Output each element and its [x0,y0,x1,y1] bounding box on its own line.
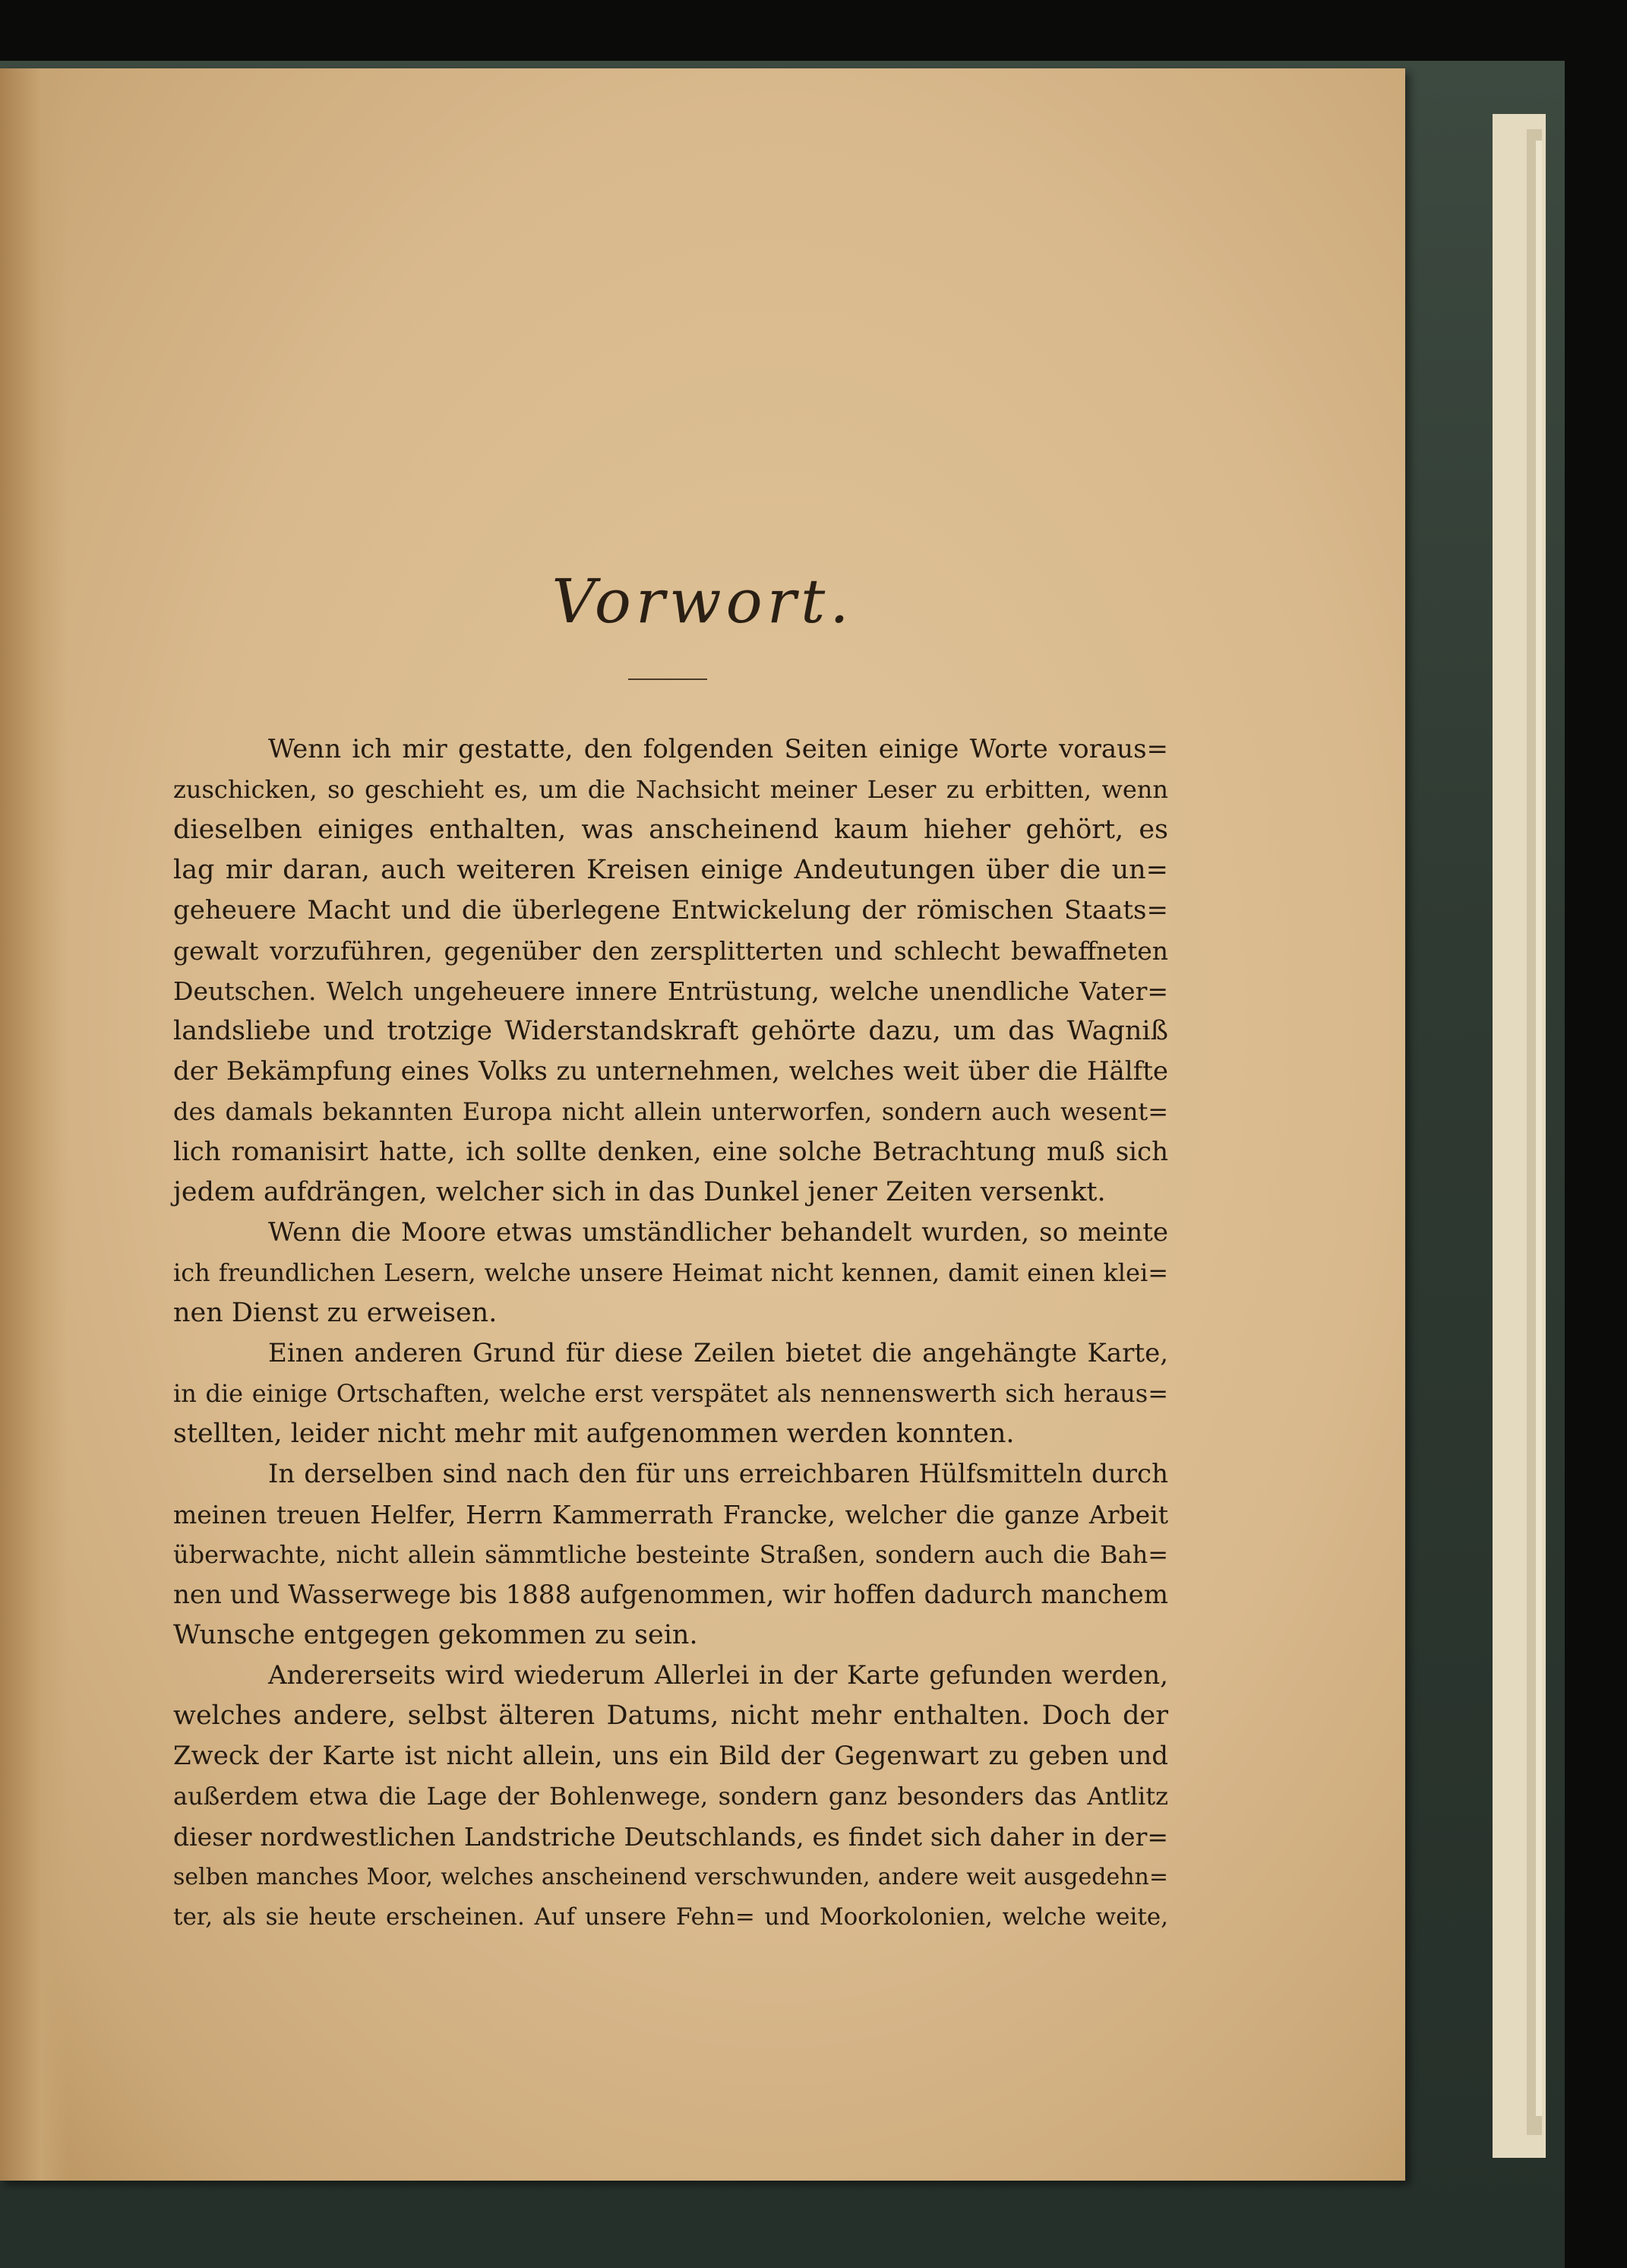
page-edges-highlight [1536,141,1542,2116]
text-line: Zweck der Karte ist nicht allein, uns ein Bild der Gegenwart zu geben und [173,1741,1168,1771]
text-line: Wenn ich mir gestatte, den folgenden Seiten einige Worte voraus= [268,734,1168,764]
text-line: geheuere Macht und die überlegene Entwickelung der römischen Staats= [173,895,1168,925]
text-line: Einen anderen Grund für diese Zeilen bietet die angehängte Karte, [268,1338,1168,1368]
text-line: Wenn die Moore etwas umständlicher behandelt wurden, so meinte [268,1217,1168,1248]
text-line: der Bekämpfung eines Volks zu unternehmen, welches weit über die Hälfte [173,1056,1168,1087]
page-title: Vorwort. [551,566,854,637]
text-line: dieser nordwestlichen Landstriche Deutschlands, es findet sich daher in der= [173,1822,1168,1852]
text-line: landsliebe und trotzige Widerstandskraft gehörte dazu, um das Wagniß [173,1016,1168,1046]
text-line: gewalt vorzuführen, gegenüber den zersplitterten und schlecht bewaffneten [173,936,1168,966]
text-line: überwachte, nicht allein sämmtliche besteinte Straßen, sondern auch die Bah= [173,1540,1168,1569]
text-line: stellten, leider nicht mehr mit aufgenommen werden konnten. [173,1419,1015,1449]
text-line: ich freundlichen Lesern, welche unsere Heimat nicht kennen, damit einen klei= [173,1258,1168,1287]
text-line: ter, als sie heute erscheinen. Auf unsere Fehn= und Moorkolonien, welche weite, [173,1903,1168,1931]
text-line: Deutschen. Welch ungeheuere innere Entrüstung, welche unendliche Vater= [173,976,1168,1006]
text-line: selben manches Moor, welches anscheinend verschwunden, andere weit ausgedehn= [173,1864,1168,1890]
text-line: Wunsche entgegen gekommen zu sein. [173,1620,698,1650]
preface-text [173,729,1168,1937]
text-line: In derselben sind nach den für uns erreichbaren Hülfsmitteln durch [268,1459,1168,1489]
text-line: Andererseits wird wiederum Allerlei in der Karte gefunden werden, [268,1660,1168,1691]
text-line: nen Dienst zu erweisen. [173,1298,498,1328]
text-line: meinen treuen Helfer, Herrn Kammerrath Francke, welcher die ganze Arbeit [173,1500,1168,1529]
text-line: in die einige Ortschaften, welche erst verspätet als nennenswerth sich heraus= [173,1379,1168,1408]
text-line: zuschicken, so geschieht es, um die Nachsicht meiner Leser zu erbitten, wenn [173,775,1168,804]
text-line: welches andere, selbst älteren Datums, nicht mehr enthalten. Doch der [173,1700,1168,1731]
text-line: des damals bekannten Europa nicht allein unterworfen, sondern auch wesent= [173,1097,1168,1126]
text-line: dieselben einiges enthalten, was anscheinend kaum hieher gehört, es [173,815,1168,845]
title-rule [628,679,707,680]
text-line: lag mir daran, auch weiteren Kreisen einige Andeutungen über die un= [173,855,1168,885]
text-line: nen und Wasserwege bis 1888 aufgenommen, wir hoffen dadurch manchem [173,1580,1168,1610]
text-line: außerdem etwa die Lage der Bohlenwege, sondern ganz besonders das Antlitz [173,1782,1168,1811]
text-line: lich romanisirt hatte, ich sollte denken, eine solche Betrachtung muß sich [173,1137,1168,1167]
text-line: jedem aufdrängen, welcher sich in das Dunkel jener Zeiten versenkt. [173,1177,1106,1207]
page-gutter [0,68,68,2181]
